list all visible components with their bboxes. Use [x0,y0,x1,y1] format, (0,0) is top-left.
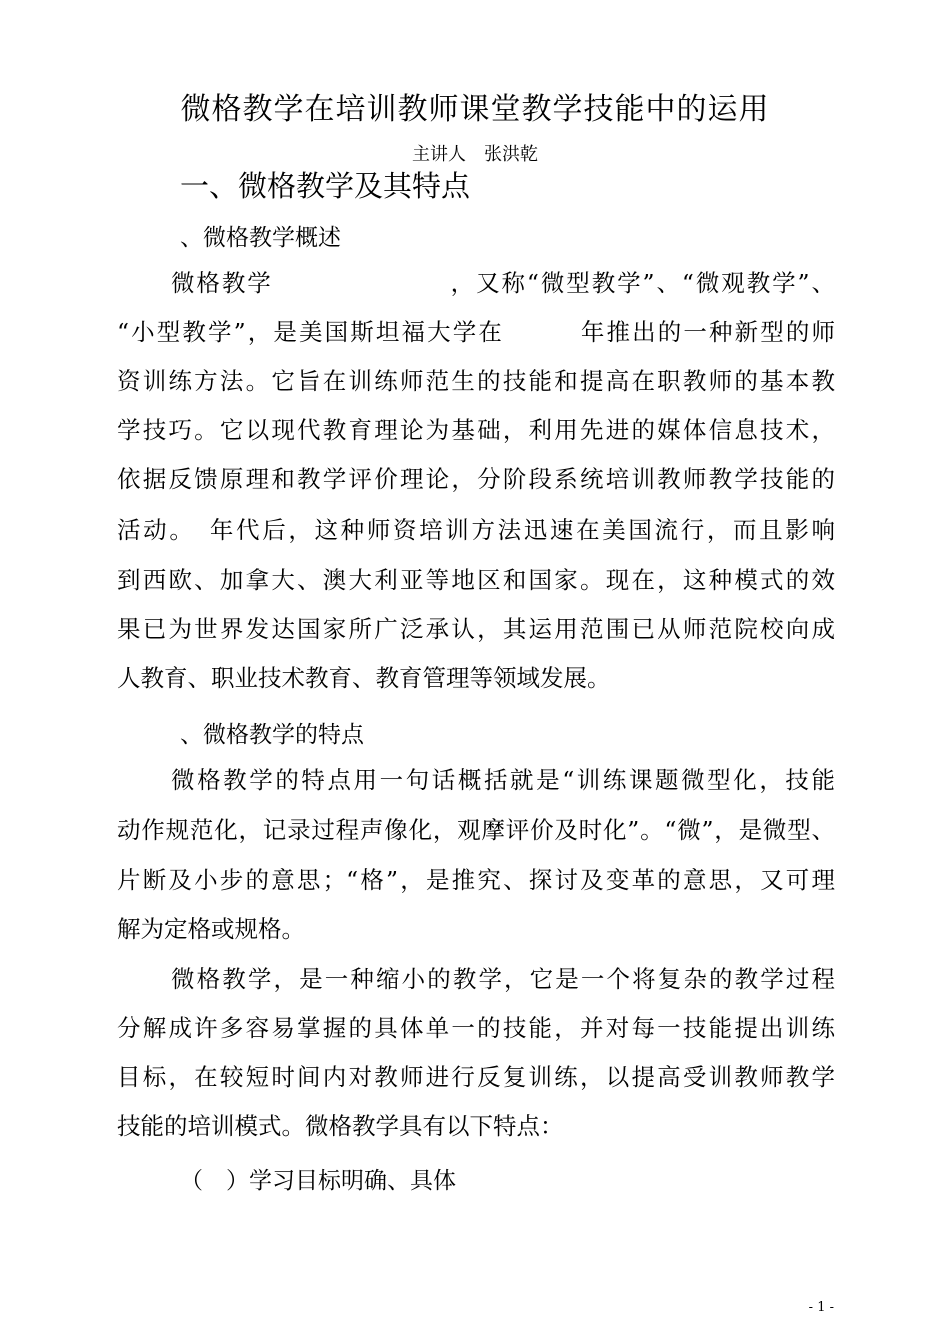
paragraph-line: 活动。 年代后，这种师资培训方法迅速在美国流行，而且影响 [117,516,835,544]
paragraph-line: 果已为世界发达国家所广泛承认，其运用范围已从师范院校向成 [117,615,835,643]
paragraph-line: “小型教学”，是美国斯坦福大学在 年推出的一种新型的师 [117,318,835,346]
paragraph-line: 微格教学 ，又称“微型教学”、“微观教学”、 [171,269,835,297]
subsection-heading-overview: 、微格教学概述 [180,225,341,251]
paragraph-line: 人教育、职业技术教育、教育管理等领域发展。 [117,664,611,692]
paragraph-line: 微格教学的特点用一句话概括就是“训练课题微型化，技能 [171,766,835,794]
document-title: 微格教学在培训教师课堂教学技能中的运用 [180,92,770,127]
paragraph-line: 微格教学，是一种缩小的教学，它是一个将复杂的教学过程 [171,965,835,993]
paragraph-line: 学技巧。它以现代教育理论为基础，利用先进的媒体信息技术， [117,416,835,444]
subsection-heading-features: 、微格教学的特点 [180,722,364,748]
page-number: - 1 - [808,1300,834,1315]
paragraph-line: 到西欧、加拿大、澳大利亚等地区和国家。现在，这种模式的效 [117,566,835,594]
list-item-heading: （ ）学习目标明确、具体 [180,1168,456,1194]
paragraph-line: 片断及小步的意思；“格”，是推究、探讨及变革的意思，又可理 [117,866,835,894]
paragraph-line: 目标，在较短时间内对教师进行反复训练，以提高受训教师教学 [117,1063,835,1091]
paragraph-line: 动作规范化，记录过程声像化，观摩评价及时化”。“微”，是微型、 [117,816,835,844]
paragraph-line: 分解成许多容易掌握的具体单一的技能，并对每一技能提出训练 [117,1014,835,1042]
paragraph-line: 解为定格或规格。 [117,915,305,943]
paragraph-line: 资训练方法。它旨在训练师范生的技能和提高在职教师的基本教 [117,367,835,395]
speaker-line: 主讲人 张洪乾 [412,144,538,165]
paragraph-line: 技能的培训模式。微格教学具有以下特点： [117,1112,564,1140]
paragraph-line: 依据反馈原理和教学评价理论，分阶段系统培训教师教学技能的 [117,465,835,493]
section-heading: 一、微格教学及其特点 [180,169,471,203]
